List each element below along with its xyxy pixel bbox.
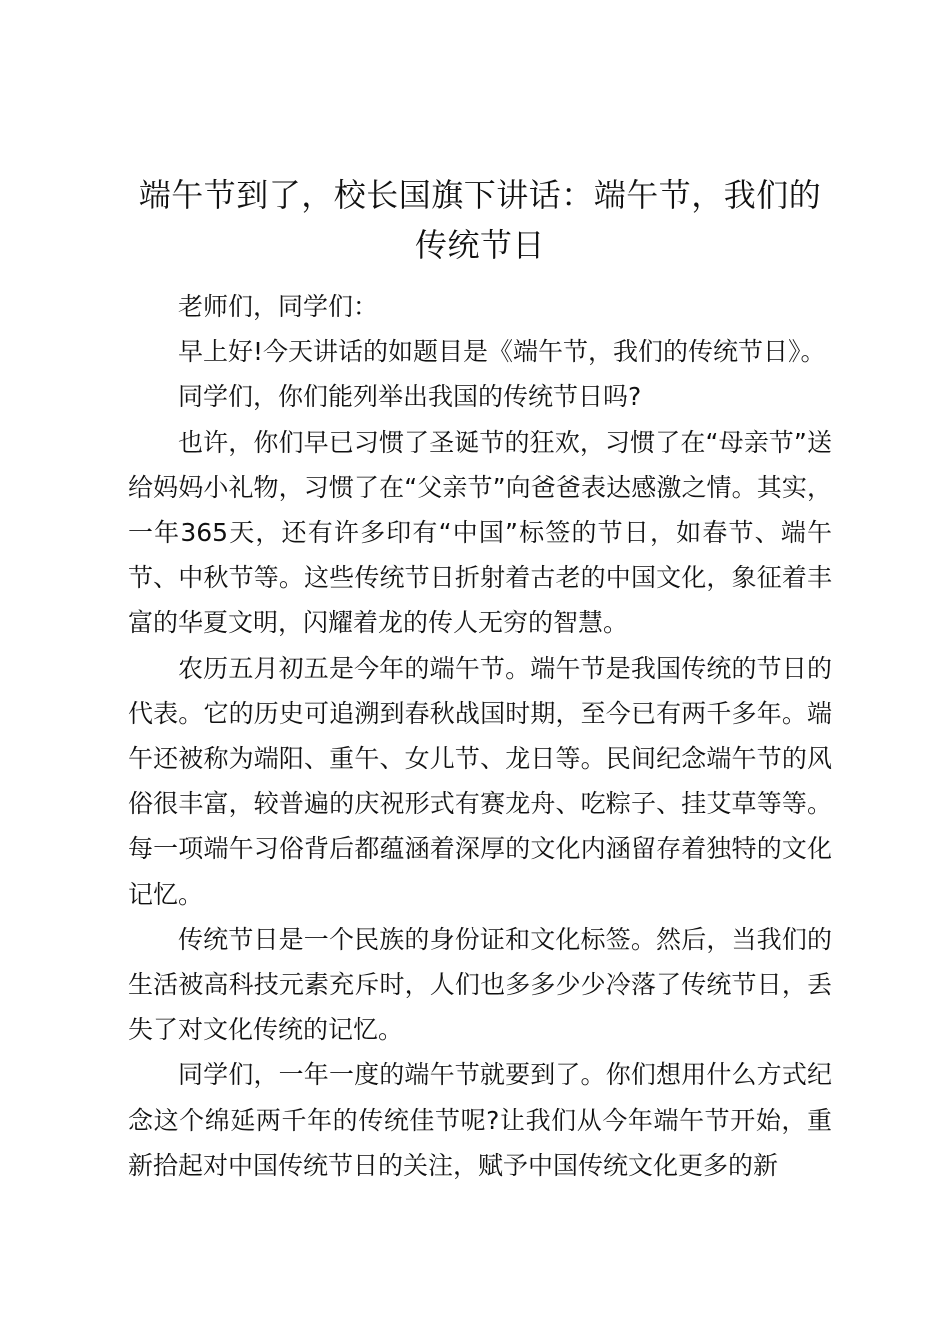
document-page — [128, 170, 832, 1188]
paragraph-question: 同学们，你们能列举出我国的传统节日吗? — [178, 382, 642, 412]
paragraph-cultural-identity: 传统节日是一个民族的身份证和文化标签。然后，当我们的生活被高科技元素充斥时，人们也多多少少冷落了传统节日，丢失了对文化传统的记忆。 — [128, 924, 832, 1045]
paragraph-festivals: 也许，你们早已习惯了圣诞节的狂欢，习惯了在“母亲节”送给妈妈小礼物，习惯了在“父亲节”向爸爸表达感激之情。其实，一年365天，还有许多印有“中国”标签的节日，如春节、端午节、中秋节等。这些传统节日折射着古老的中国文化，象征着丰富的华夏文明，闪耀着龙的传人无穷的智慧。 — [128, 427, 832, 638]
paragraph-opening: 早上好!今天讲话的如题目是《端午节，我们的传统节日》。 — [178, 337, 826, 367]
document-title: 端午节到了，校长国旗下讲话：端午节，我们的传统节日 — [138, 176, 822, 264]
paragraph-greeting: 老师们，同学们： — [178, 292, 379, 321]
paragraph-dragon-boat-history: 农历五月初五是今年的端午节。端午节是我国传统的节日的代表。它的历史可追溯到春秋战国时期，至今已有两千多年。端午还被称为端阳、重午、女儿节、龙日等。民间纪念端午节的风俗很丰富，较普遍的庆祝形式有赛龙舟、吃粽子、挂艾草等等。每一项端午习俗背后都蕴涵着深厚的文化内涵留存着独特的文化记忆。 — [128, 653, 832, 909]
paragraph-call-to-action: 同学们，一年一度的端午节就要到了。你们想用什么方式纪念这个绵延两千年的传统佳节呢?让我们从今年端午节开始，重新拾起对中国传统节日的关注，赋予中国传统文化更多的新 — [128, 1060, 832, 1180]
